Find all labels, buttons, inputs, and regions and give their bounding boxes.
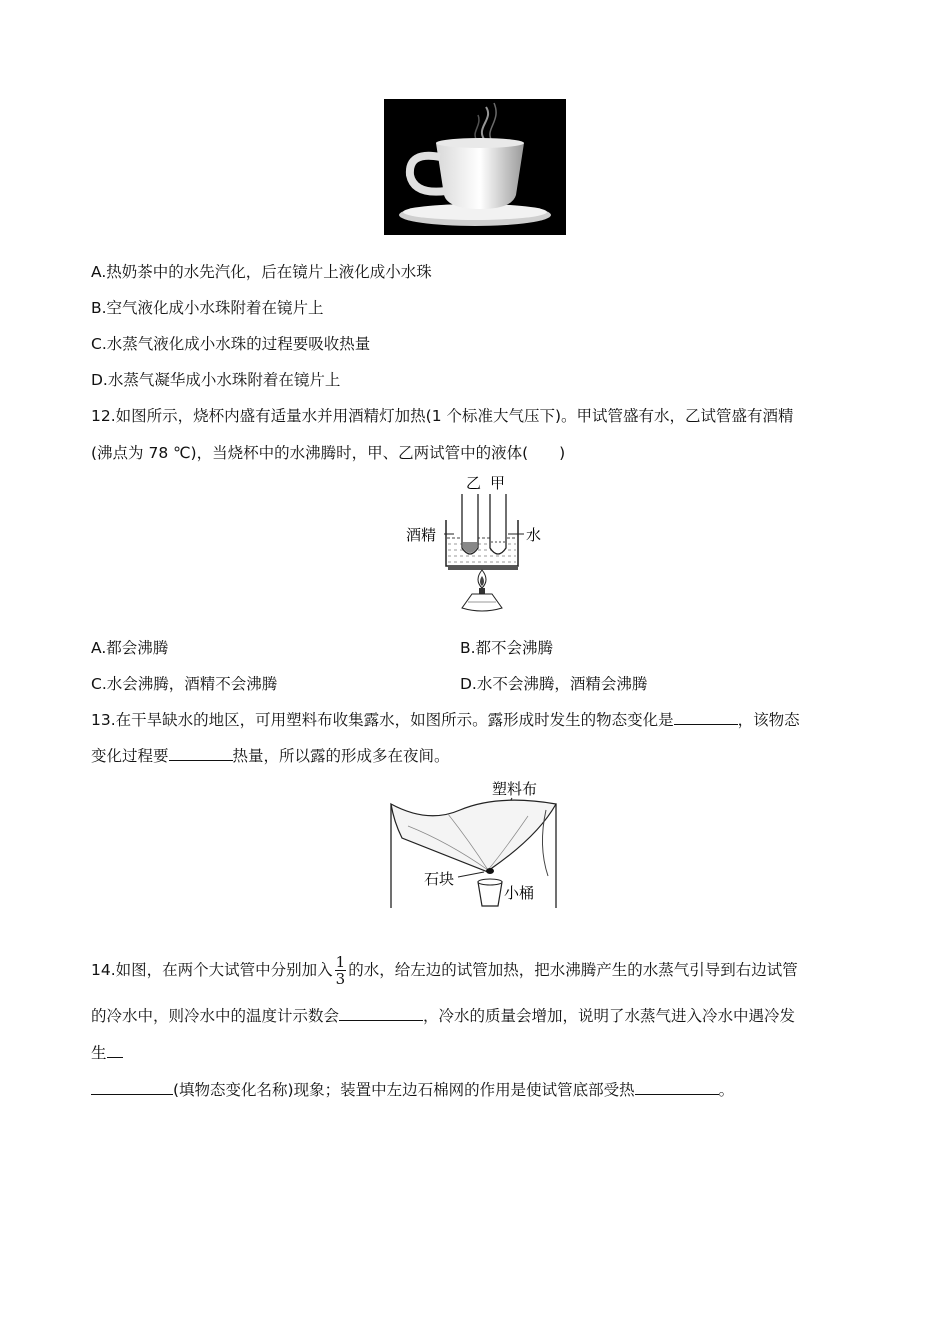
q14-text-4b: 。	[718, 1081, 735, 1099]
q14-blank-1[interactable]	[339, 1006, 423, 1021]
label-bucket: 小桶	[504, 884, 535, 902]
q14-blank-3[interactable]	[635, 1080, 719, 1095]
q12-option-a: A.都会沸腾	[91, 639, 169, 657]
q12-stem-line1: 12.如图所示，烧杯内盛有适量水并用酒精灯加热(1 个标准大气压下)。甲试管盛有水，乙试管盛有酒精	[91, 407, 794, 425]
q13-blank-2[interactable]	[169, 746, 233, 761]
q13-blank-1[interactable]	[674, 710, 738, 725]
q14-line3	[91, 1043, 123, 1063]
label-tube-b: 乙	[466, 474, 482, 492]
q14-text-3: 生	[91, 1044, 107, 1062]
q13-text-2b: 热量，所以露的形成多在夜间。	[232, 747, 450, 765]
q13-line1	[91, 710, 800, 730]
q11-option-a: A.热奶茶中的水先汽化，后在镜片上液化成小水珠	[91, 263, 432, 281]
q11-option-c: C.水蒸气液化成小水珠的过程要吸收热量	[91, 335, 371, 353]
fraction-numerator: 1	[335, 953, 346, 971]
beaker-test-tubes-diagram	[404, 472, 554, 614]
q12-option-b: B.都不会沸腾	[460, 639, 554, 657]
q14-line1	[91, 954, 798, 987]
label-stone: 石块	[424, 870, 455, 888]
steaming-cup-photo	[384, 99, 566, 235]
q14-text-2b: ，冷水的质量会增加，说明了水蒸气进入冷水中遇冷发	[423, 1007, 796, 1025]
fraction-one-third	[335, 954, 347, 987]
q11-option-d: D.水蒸气凝华成小水珠附着在镜片上	[91, 371, 341, 389]
q14-text-4a: (填物态变化名称)现象；装置中左边石棉网的作用是使试管底部受热	[173, 1081, 635, 1099]
q13-text-2a: 变化过程要	[91, 747, 169, 765]
q12-stem-line2: (沸点为 78 ℃)，当烧杯中的水沸腾时，甲、乙两试管中的液体( )	[91, 444, 566, 462]
q13-text-1b: ，该物态	[737, 711, 800, 729]
label-tube-a: 甲	[490, 474, 506, 492]
q14-blank-2b[interactable]	[91, 1080, 173, 1095]
q14-line2	[91, 1006, 795, 1026]
dew-collection-diagram	[388, 776, 560, 910]
q11-option-b: B.空气液化成小水珠附着在镜片上	[91, 299, 324, 317]
q12-option-c: C.水会沸腾，酒精不会沸腾	[91, 675, 278, 693]
q14-blank-2a[interactable]	[107, 1043, 123, 1058]
q14-text-1a: 14.如图，在两个大试管中分别加入	[91, 961, 333, 979]
q14-text-1b: 的水，给左边的试管加热，把水沸腾产生的水蒸气引导到右边试管	[348, 961, 798, 979]
fraction-denominator: 3	[335, 970, 346, 988]
q14-text-2a: 的冷水中，则冷水中的温度计示数会	[91, 1007, 340, 1025]
label-alcohol: 酒精	[406, 526, 437, 544]
label-plastic: 塑料布	[492, 780, 538, 798]
q13-text-1a: 13.在干旱缺水的地区，可用塑料布收集露水，如图所示。露形成时发生的物态变化是	[91, 711, 674, 729]
q13-line2	[91, 746, 450, 766]
label-water: 水	[526, 526, 542, 544]
q14-line4	[91, 1080, 734, 1100]
q12-option-d: D.水不会沸腾，酒精会沸腾	[460, 675, 648, 693]
